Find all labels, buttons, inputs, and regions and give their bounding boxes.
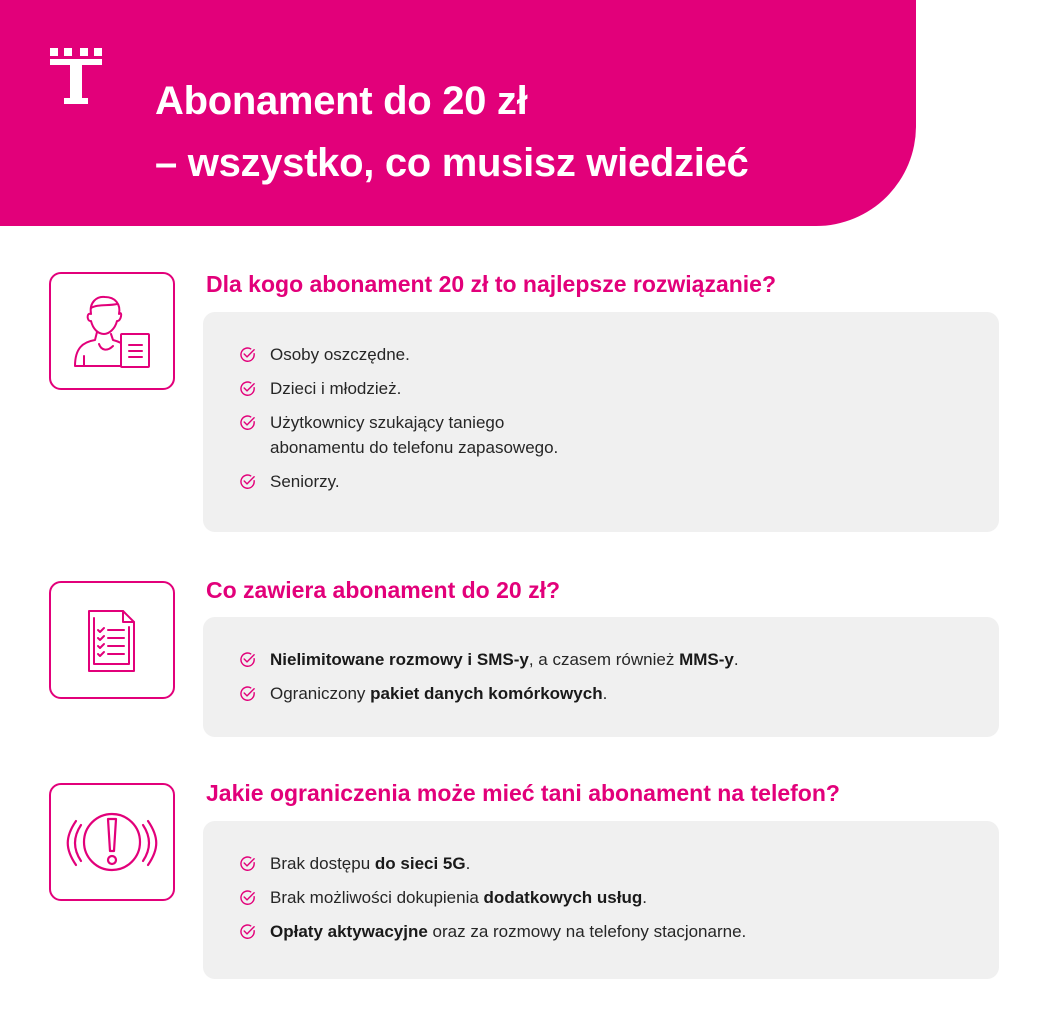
item-text: .: [465, 854, 471, 873]
item-text: Użytkownicy szukający taniego: [270, 413, 505, 432]
item-text: Seniorzy.: [270, 472, 340, 491]
item-text-bold: MMS-y: [679, 650, 734, 669]
title-line-2: – wszystko, co musisz wiedzieć: [155, 141, 749, 185]
telekom-t-icon: [50, 48, 102, 104]
check-circle-icon: [239, 473, 256, 490]
section-icon-box: [49, 272, 175, 390]
header-banner: [0, 0, 916, 226]
item-text: oraz za rozmowy na telefony stacjonarne.: [427, 922, 747, 941]
list-item: [239, 469, 969, 494]
list-item: [239, 885, 969, 910]
list-item: [239, 376, 969, 401]
item-text: Brak dostępu: [270, 854, 375, 873]
section-icon-box: [49, 783, 175, 901]
item-text: abonamentu do telefonu zapasowego.: [270, 438, 559, 457]
list-item: [239, 342, 969, 367]
item-text: .: [642, 888, 647, 907]
item-text-bold: Nielimitowane rozmowy i SMS-y: [270, 650, 529, 669]
item-text: .: [733, 650, 739, 669]
item-text: Dzieci i młodzież.: [270, 379, 402, 398]
title-line-1: Abonament do 20 zł: [155, 79, 528, 123]
warning-icon: [51, 785, 173, 899]
item-text: Ograniczony: [270, 684, 371, 703]
check-circle-icon: [239, 685, 256, 702]
page-title: [155, 70, 748, 194]
check-circle-icon: [239, 923, 256, 940]
item-text-bold: pakiet danych komórkowych: [370, 684, 603, 703]
check-circle-icon: [239, 651, 256, 668]
check-circle-icon: [239, 855, 256, 872]
check-circle-icon: [239, 346, 256, 363]
list-item: [239, 851, 969, 876]
item-text: , a czasem również: [528, 650, 680, 669]
section-heading: Jakie ograniczenia może mieć tani abonament na telefon?: [206, 780, 840, 806]
check-circle-icon: [239, 380, 256, 397]
section-heading: Dla kogo abonament 20 zł to najlepsze rozwiązanie?: [206, 271, 777, 297]
item-text: Osoby oszczędne.: [270, 345, 410, 364]
section-card: [203, 617, 999, 737]
list-item: [239, 435, 969, 460]
item-text-bold: Opłaty aktywacyjne: [270, 922, 428, 941]
list-item: [239, 647, 969, 672]
item-text-bold: dodatkowych usług: [483, 888, 643, 907]
section-card: [203, 312, 999, 532]
list-item: [239, 919, 969, 944]
person-document-icon: [51, 274, 173, 388]
checklist: [239, 342, 969, 503]
item-text: Brak możliwości dokupienia: [270, 888, 484, 907]
check-circle-icon: [239, 414, 256, 431]
list-item: [239, 410, 969, 435]
list-item: [239, 681, 969, 706]
check-circle-icon: [239, 889, 256, 906]
checklist-icon: [51, 583, 173, 697]
item-text-bold: do sieci 5G: [374, 854, 466, 873]
item-text: .: [602, 684, 608, 703]
section-icon-box: [49, 581, 175, 699]
checklist: [239, 851, 969, 953]
checklist: [239, 647, 969, 715]
section-card: [203, 821, 999, 979]
section-heading: Co zawiera abonament do 20 zł?: [206, 577, 561, 603]
